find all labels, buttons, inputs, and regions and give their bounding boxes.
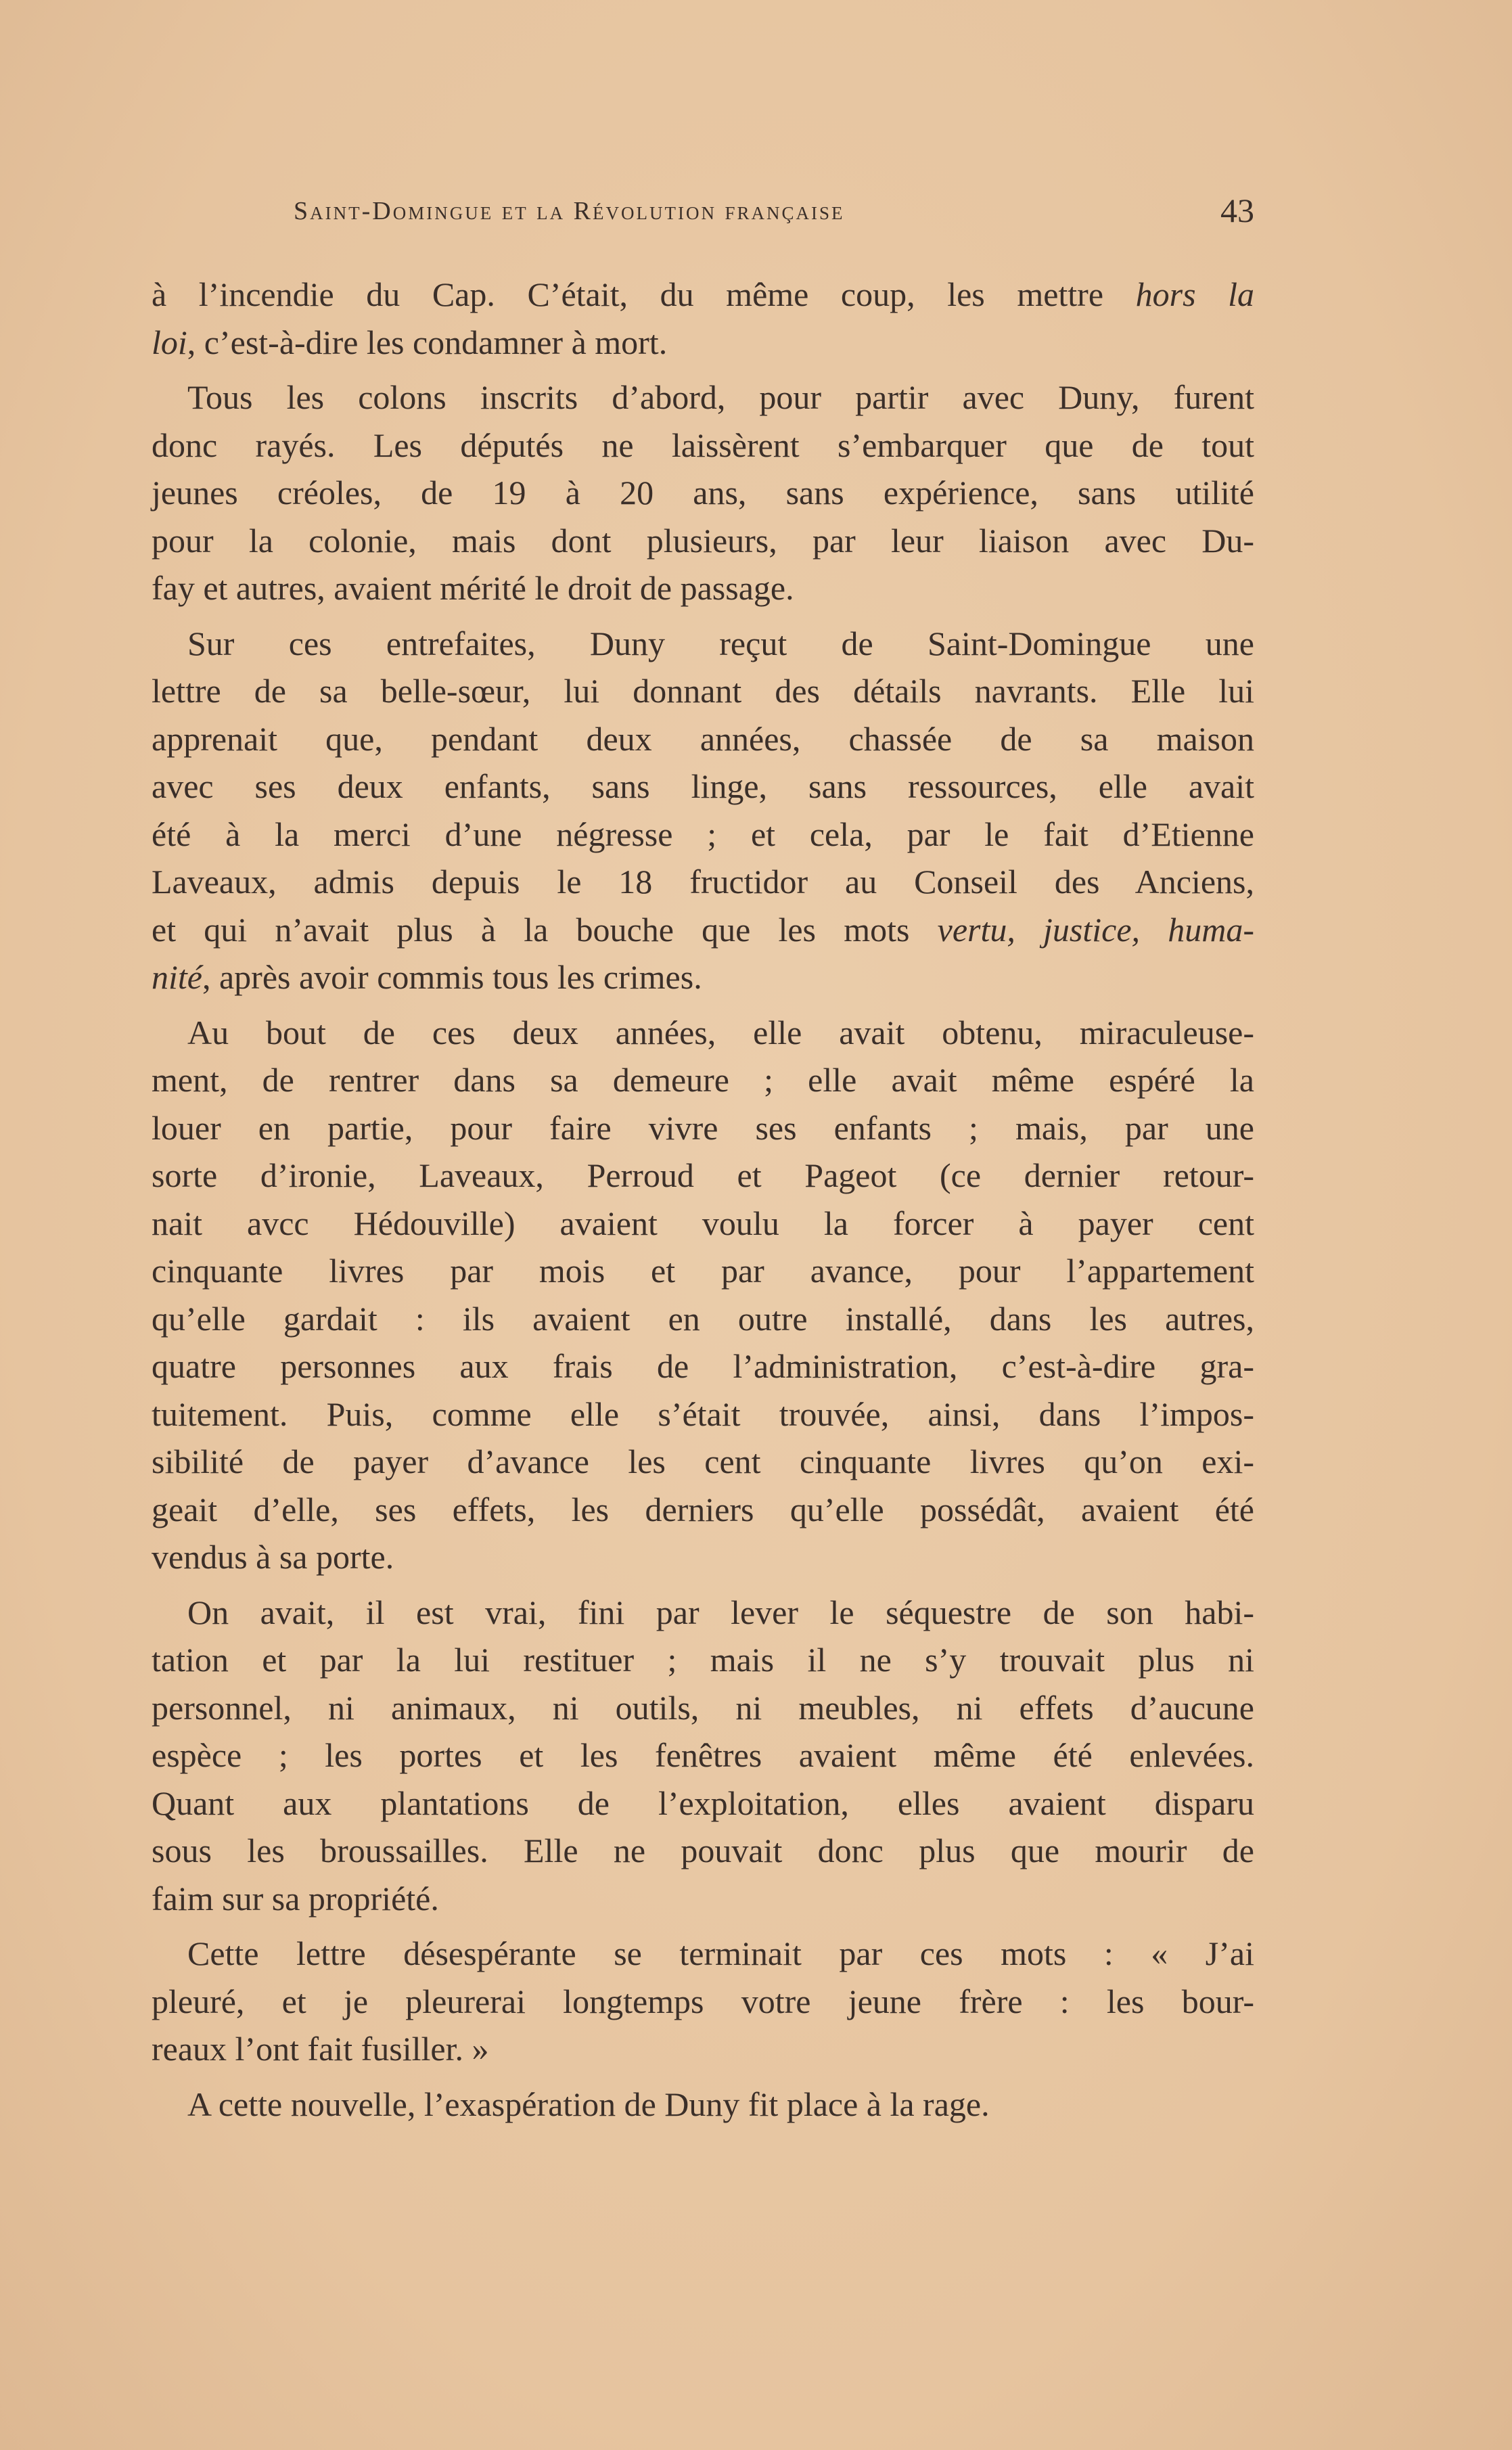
text-line	[152, 1533, 1254, 1581]
text-line	[152, 811, 1254, 859]
text-segment: Au bout de ces deux années, elle avait obtenu, miraculeuse-	[187, 1013, 1254, 1051]
text-segment: On avait, il est vrai, fini par lever le séquestre de son habi-	[187, 1593, 1254, 1631]
text-line	[152, 1104, 1254, 1152]
text-segment: Sur ces entrefaites, Duny reçut de Saint-Domingue une	[187, 624, 1254, 662]
text-line	[152, 1247, 1254, 1295]
text-segment: tuitement. Puis, comme elle s’était trouvée, ainsi, dans l’impos-	[152, 1394, 1254, 1433]
text-line	[152, 906, 1254, 954]
text-segment: jeunes créoles, de 19 à 20 ans, sans expérience, sans utilité	[152, 474, 1254, 512]
running-title: Saint-Domingue et la Révolution française	[294, 197, 845, 225]
paragraph	[152, 1930, 1254, 2073]
text-segment: geait d’elle, ses effets, les derniers qu’elle possédât, avaient été	[152, 1490, 1254, 1528]
italic-text: hors la	[1135, 275, 1254, 313]
paragraph	[152, 373, 1254, 612]
text-segment: vendus à sa porte.	[152, 1538, 394, 1576]
text-line	[152, 1295, 1254, 1343]
paragraph	[152, 620, 1254, 1001]
text-segment: , c’est-à-dire les condamner à mort.	[187, 323, 668, 361]
text-line	[152, 1827, 1254, 1875]
text-line	[152, 1342, 1254, 1390]
text-segment: apprenait que, pendant deux années, chassée de sa maison	[152, 719, 1254, 758]
text-segment: Laveaux, admis depuis le 18 fructidor au Conseil des Anciens,	[152, 863, 1254, 901]
text-segment: été à la merci d’une négresse ; et cela, par le fait d’Etienne	[152, 815, 1254, 853]
text-line	[152, 620, 1254, 668]
text-segment: pleuré, et je pleurerai longtemps votre jeune frère : les bour-	[152, 1982, 1254, 2020]
text-line	[152, 1779, 1254, 1828]
text-segment: donc rayés. Les députés ne laissèrent s’embarquer que de tout	[152, 426, 1254, 464]
text-segment: faim sur sa propriété.	[152, 1879, 439, 1918]
text-segment: A cette nouvelle, l’exaspération de Duny fit place à la rage.	[187, 2085, 990, 2123]
text-line	[152, 1978, 1254, 2026]
text-segment: cinquante livres par mois et par avance, pour l’appartement	[152, 1252, 1254, 1290]
text-line	[152, 1438, 1254, 1486]
page-header	[152, 191, 1254, 237]
italic-text: nité	[152, 958, 202, 996]
text-line	[152, 2025, 1254, 2073]
text-segment: espèce ; les portes et les fenêtres avaient même été enlevées.	[152, 1736, 1254, 1774]
text-segment: louer en partie, pour faire vivre ses enfants ; mais, par une	[152, 1108, 1254, 1147]
text-line	[152, 1390, 1254, 1438]
text-segment: nait avcc Hédouville) avaient voulu la forcer à payer cent	[152, 1204, 1254, 1242]
text-segment: Quant aux plantations de l’exploitation, elles avaient disparu	[152, 1784, 1254, 1822]
text-segment: à l’incendie du Cap. C’était, du même coup, les mettre	[152, 275, 1136, 313]
text-line	[152, 1731, 1254, 1779]
text-segment: sorte d’ironie, Laveaux, Perroud et Pageot (ce dernier retour-	[152, 1156, 1254, 1194]
text-line	[152, 517, 1254, 565]
text-line	[152, 2081, 1254, 2129]
text-segment: personnel, ni animaux, ni outils, ni meubles, ni effets d’aucune	[152, 1688, 1254, 1727]
text-segment: qu’elle gardait : ils avaient en outre installé, dans les autres,	[152, 1299, 1254, 1338]
text-segment: sibilité de payer d’avance les cent cinquante livres qu’on exi-	[152, 1443, 1254, 1480]
text-segment: quatre personnes aux frais de l’administration, c’est-à-dire gra-	[152, 1347, 1254, 1385]
text-segment: Cette lettre désespérante se terminait par ces mots : « J’ai	[187, 1934, 1254, 1972]
body-text	[152, 271, 1254, 2135]
text-line	[152, 715, 1254, 763]
text-segment: reaux l’ont fait fusiller. »	[152, 2030, 489, 2068]
text-segment: tation et par la lui restituer ; mais il ne s’y trouvait plus ni	[152, 1641, 1254, 1679]
text-segment: Tous les colons inscrits d’abord, pour partir avec Duny, furent	[187, 378, 1254, 416]
italic-text: loi	[152, 323, 187, 361]
text-segment: sous les broussailles. Elle ne pouvait donc plus que mourir de	[152, 1832, 1254, 1869]
text-segment: , après avoir commis tous les crimes.	[202, 958, 702, 996]
text-segment: pour la colonie, mais dont plusieurs, par leur liaison avec Du-	[152, 521, 1254, 560]
text-line	[152, 1875, 1254, 1923]
text-line	[152, 422, 1254, 470]
paragraph	[152, 1589, 1254, 1923]
text-line	[152, 1152, 1254, 1200]
text-line	[152, 1636, 1254, 1684]
text-segment: fay et autres, avaient mérité le droit de passage.	[152, 569, 794, 607]
paragraph	[152, 1009, 1254, 1581]
text-line	[152, 1009, 1254, 1057]
text-line	[152, 373, 1254, 422]
text-line	[152, 1930, 1254, 1978]
text-line	[152, 953, 1254, 1001]
text-line	[152, 1200, 1254, 1248]
text-line	[152, 1056, 1254, 1104]
italic-text: vertu, justice, huma-	[937, 910, 1255, 949]
paragraph	[152, 2081, 1254, 2129]
text-line	[152, 271, 1254, 319]
text-segment: avec ses deux enfants, sans linge, sans ressources, elle avait	[152, 767, 1254, 805]
text-line	[152, 319, 1254, 367]
text-line	[152, 564, 1254, 612]
text-line	[152, 1589, 1254, 1637]
text-segment: lettre de sa belle-sœur, lui donnant des détails navrants. Elle lui	[152, 672, 1254, 710]
paragraph	[152, 271, 1254, 366]
text-segment: et qui n’avait plus à la bouche que les mots	[152, 910, 938, 949]
text-segment: ment, de rentrer dans sa demeure ; elle avait même espéré la	[152, 1061, 1254, 1099]
text-line	[152, 858, 1254, 906]
text-line	[152, 1684, 1254, 1732]
text-line	[152, 667, 1254, 715]
page-number: 43	[1220, 191, 1254, 229]
text-line	[152, 763, 1254, 811]
text-line	[152, 1486, 1254, 1534]
text-line	[152, 469, 1254, 517]
